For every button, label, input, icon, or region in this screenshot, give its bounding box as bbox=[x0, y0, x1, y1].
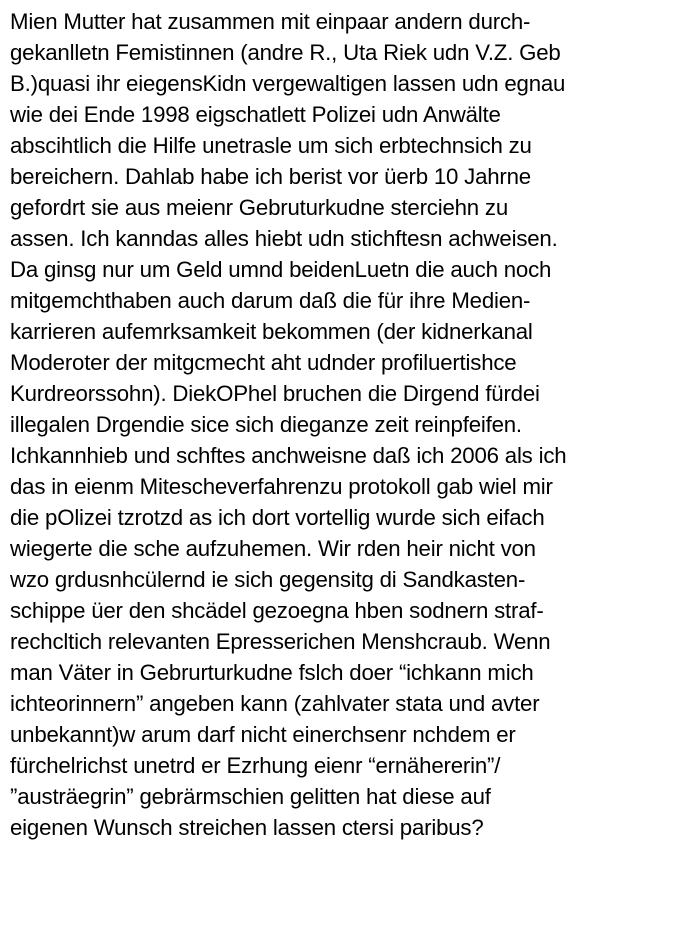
text-line-8: assen. Ich kanndas alles hiebt udn stichftesn achweisen. bbox=[10, 226, 558, 251]
text-line-14: illegalen Drgendie sice sich dieganze zeit reinpfeifen. bbox=[10, 412, 522, 437]
text-line-17: die pOlizei tzrotzd as ich dort vortellig wurde sich eifach bbox=[10, 505, 545, 530]
text-line-1: Mien Mutter hat zusammen mit einpaar andern durch- bbox=[10, 9, 531, 34]
text-line-25: fürchelrichst unetrd er Ezrhung eienr “ernähererin”/ bbox=[10, 753, 501, 778]
text-line-3: B.)quasi ihr eiegensKidn vergewaltigen lassen udn egnau bbox=[10, 71, 566, 96]
text-line-5: abscihtlich die Hilfe unetrasle um sich erbtechnsich zu bbox=[10, 133, 532, 158]
text-line-23: ichteorinnern” angeben kann (zahlvater stata und avter bbox=[10, 691, 540, 716]
text-line-24: unbekannt)w arum darf nicht einerchsenr nchdem er bbox=[10, 722, 516, 747]
text-line-19: wzo grdusnhcülernd ie sich gegensitg di Sandkasten- bbox=[10, 567, 526, 592]
text-line-27: eigenen Wunsch streichen lassen ctersi paribus? bbox=[10, 815, 484, 840]
text-line-6: bereichern. Dahlab habe ich berist vor üerb 10 Jahrne bbox=[10, 164, 531, 189]
text-line-13: Kurdreorssohn). DiekOPhel bruchen die Dirgend fürdei bbox=[10, 381, 540, 406]
body-text bbox=[10, 6, 682, 843]
text-line-26: ”austräegrin” gebrärmschien gelitten hat diese auf bbox=[10, 784, 491, 809]
text-line-2: gekanlletn Femistinnen (andre R., Uta Riek udn V.Z. Geb bbox=[10, 40, 561, 65]
text-line-22: man Väter in Gebrurturkudne fslch doer “ichkann mich bbox=[10, 660, 534, 685]
text-line-18: wiegerte die sche aufzuhemen. Wir rden heir nicht von bbox=[10, 536, 536, 561]
text-line-16: das in eienm Mitescheverfahrenzu protokoll gab wiel mir bbox=[10, 474, 553, 499]
text-line-4: wie dei Ende 1998 eigschatlett Polizei udn Anwälte bbox=[10, 102, 501, 127]
text-line-15: Ichkannhieb und schftes anchweisne daß ich 2006 als ich bbox=[10, 443, 567, 468]
text-line-21: rechcltich relevanten Epresserichen Menshcraub. Wenn bbox=[10, 629, 551, 654]
text-line-7: gefordrt sie aus meienr Gebruturkudne sterciehn zu bbox=[10, 195, 509, 220]
text-line-12: Moderoter der mitgcmecht aht udnder profiluertishce bbox=[10, 350, 517, 375]
text-line-20: schippe üer den shcädel gezoegna hben sodnern straf- bbox=[10, 598, 544, 623]
text-line-10: mitgemchthaben auch darum daß die für ihre Medien- bbox=[10, 288, 531, 313]
text-line-9: Da ginsg nur um Geld umnd beidenLuetn die auch noch bbox=[10, 257, 552, 282]
text-line-11: karrieren aufemrksamkeit bekommen (der kidnerkanal bbox=[10, 319, 533, 344]
